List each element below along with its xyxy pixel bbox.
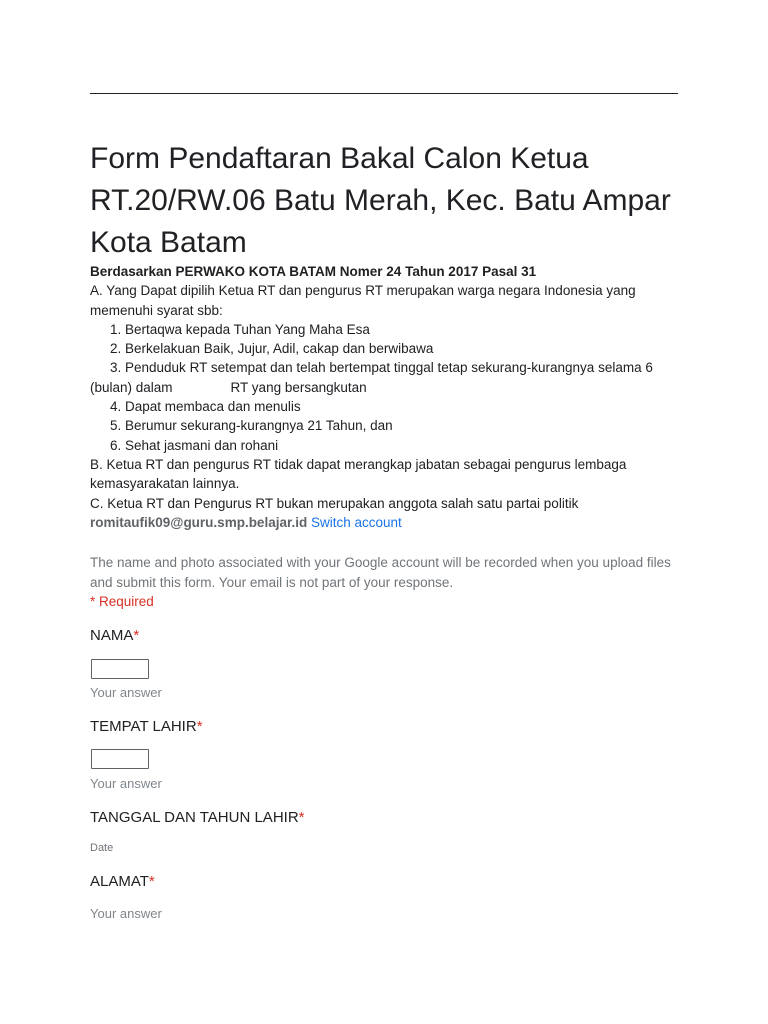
question-tempat-lahir-label [90,717,203,737]
description-item-2: 2. Berkelakuan Baik, Jujur, Adil, cakap dan berwibawa [110,341,434,357]
question-alamat-label [90,872,155,892]
required-star: * [298,809,305,826]
account-line [90,513,678,532]
top-divider [90,93,678,94]
date-input[interactable]: Date [90,842,114,854]
question-tanggal-lahir-title: TANGGAL DAN TAHUN LAHIR [90,809,299,826]
nama-input[interactable] [91,659,149,679]
item-3-cont-a: (bulan) dalam [90,379,173,395]
description-item-5: 5. Berumur sekurang-kurangnya 21 Tahun, dan [110,418,393,434]
tempat-lahir-input[interactable] [91,749,149,769]
description-item-4: 4. Dapat membaca dan menulis [110,399,301,415]
description-section-c: C. Ketua RT dan Pengurus RT bukan merupakan anggota salah satu partai politik [90,495,579,511]
account-email: romitaufik09@guru.smp.belajar.id [90,514,308,530]
item-3-cont-b: RT yang bersangkutan [230,379,367,395]
form-description [90,262,678,532]
nama-hint: Your answer [90,685,162,700]
description-heading: Berdasarkan PERWAKO KOTA BATAM Nomer 24 Tahun 2017 Pasal 31 [90,264,537,279]
required-star: * [196,718,203,735]
question-tempat-lahir-title: TEMPAT LAHIR [90,718,197,735]
description-item-3: 3. Penduduk RT setempat dan telah bertempat tinggal tetap sekurang-kurangnya selama 6 [110,360,653,376]
required-star: * [148,873,155,890]
required-star: * [133,627,140,644]
required-note: * Required [90,594,154,609]
description-section-a: A. Yang Dapat dipilih Ketua RT dan pengurus RT merupakan warga negara Indonesia yang memenuhi syarat sbb: [90,283,636,318]
switch-account-link[interactable]: Switch account [311,514,402,530]
question-alamat-title: ALAMAT [90,873,149,890]
description-item-6: 6. Sehat jasmani dan rohani [110,437,279,453]
privacy-notice: The name and photo associated with your Google account will be recorded when you upload files and submit this form. Your email is not part of your response. [90,555,671,590]
question-nama-title: NAMA [90,627,134,644]
question-tanggal-lahir-label [90,808,305,828]
description-item-3-continued [90,378,678,397]
alamat-input[interactable]: Your answer [90,906,162,921]
description-section-b: B. Ketua RT dan pengurus RT tidak dapat merangkap jabatan sebagai pengurus lembaga kemasyarakatan lainnya. [90,456,627,492]
tempat-lahir-hint: Your answer [90,776,162,791]
form-title: Form Pendaftaran Bakal Calon Ketua RT.20/RW.06 Batu Merah, Kec. Batu Ampar Kota Batam [90,142,671,259]
question-nama-label [90,626,139,646]
description-item-1: 1. Bertaqwa kepada Tuhan Yang Maha Esa [110,321,370,337]
